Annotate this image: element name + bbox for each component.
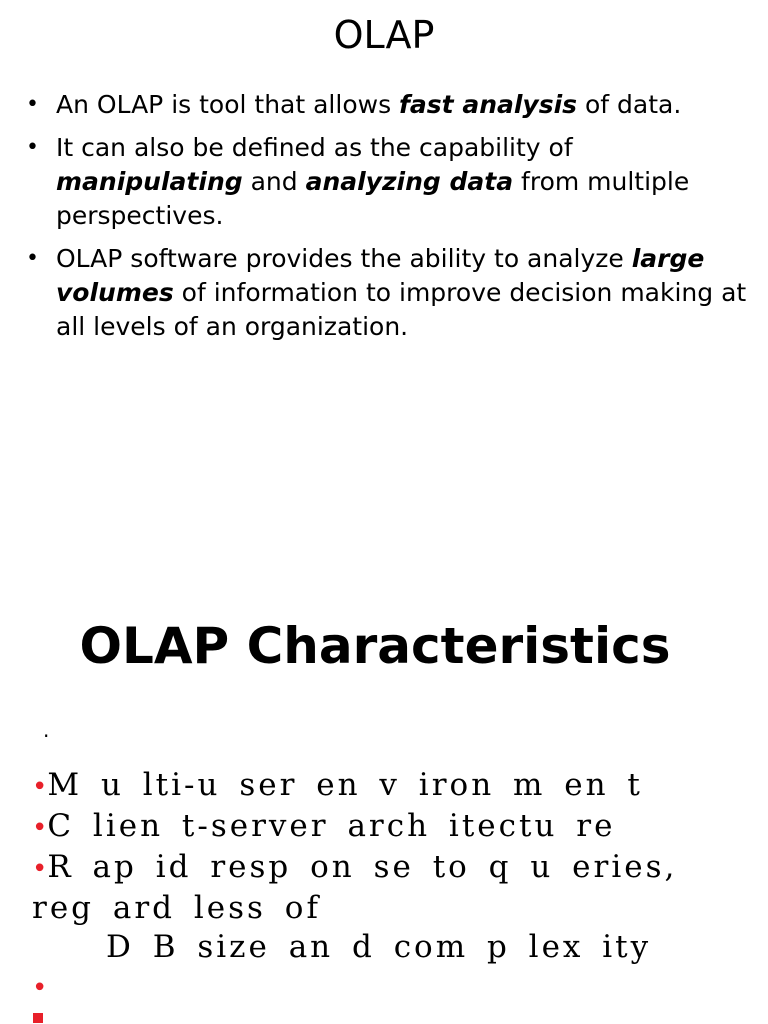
bullet-text: It can also be defined as the capability of	[56, 133, 573, 162]
list-item-text: M u lti-u ser en v iron m en t	[47, 767, 643, 803]
list-item-continuation: D B size an d com p lex ity	[106, 929, 652, 965]
red-square-bullet-icon	[33, 1013, 43, 1023]
bullet-emphasis: large volumes	[56, 244, 705, 307]
bullet-emphasis: analyzing data	[305, 167, 514, 196]
bullet-text: and	[242, 167, 306, 196]
list-item-text: R ap id resp on se to q u eries,	[47, 849, 678, 885]
slide-olap-characteristics	[0, 512, 768, 1024]
bullet-glyph: •	[26, 246, 39, 271]
red-bullet-icon: •	[32, 973, 48, 1003]
red-bullet-icon: •	[32, 772, 48, 802]
list-item-continuation: reg ard less of	[32, 890, 321, 926]
bullet-text: OLAP software provides the ability to analyze	[56, 244, 632, 273]
bullet-text: of information to improve decision making at all levels of an organization.	[56, 278, 747, 341]
red-bullet-icon: •	[32, 813, 48, 843]
characteristics-list	[32, 766, 752, 1008]
red-bullet-icon: •	[32, 854, 48, 884]
list-item	[32, 848, 752, 889]
slide-title: OLAP	[333, 13, 435, 57]
bullet-text: An OLAP is tool that allows	[56, 90, 400, 119]
bullet-text: from multiple perspectives.	[56, 167, 690, 230]
bullet-item	[24, 131, 754, 233]
bullet-glyph: •	[26, 135, 39, 160]
bullet-item	[24, 242, 754, 344]
bullet-item	[24, 88, 754, 122]
bullet-glyph: •	[26, 92, 39, 117]
list-item	[32, 967, 752, 1008]
bullet-emphasis: fast analysis	[399, 90, 578, 119]
stray-dot: .	[43, 718, 50, 742]
bullet-list	[24, 88, 754, 353]
bullet-emphasis: manipulating	[56, 167, 243, 196]
list-item-text: C lien t-server arch itectu re	[47, 808, 616, 844]
bullet-text: of data.	[577, 90, 682, 119]
list-item	[32, 766, 752, 807]
slide-title: OLAP Characteristics	[79, 617, 671, 675]
list-item	[32, 807, 752, 848]
